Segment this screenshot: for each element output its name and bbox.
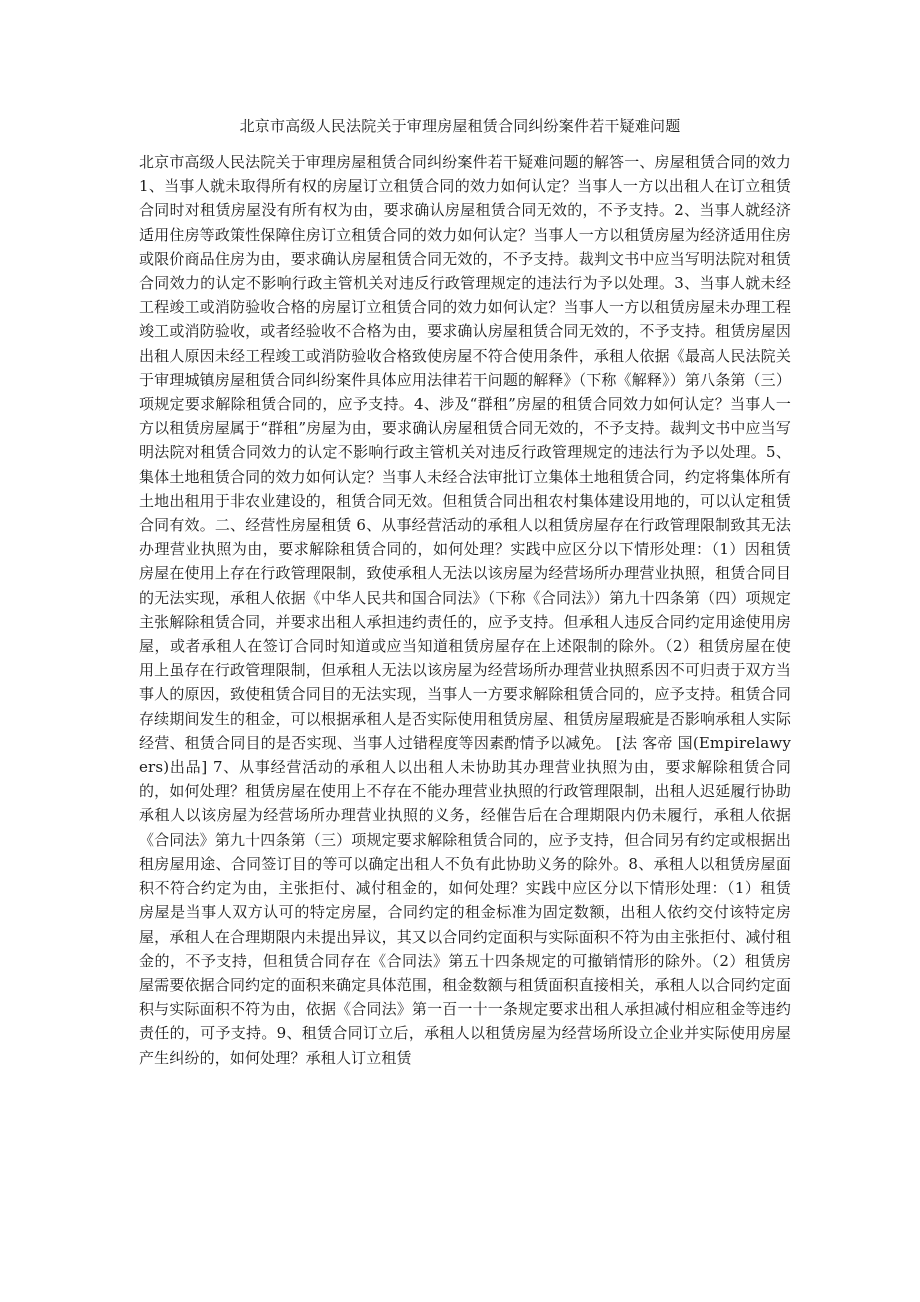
document-body bbox=[139, 150, 791, 1070]
document-title: 北京市高级人民法院关于审理房屋租赁合同纠纷案件若干疑难问题 bbox=[239, 117, 681, 135]
body-paragraph: 北京市高级人民法院关于审理房屋租赁合同纠纷案件若干疑难问题的解答一、房屋租赁合同的效力 1、当事人就未取得所有权的房屋订立租赁合同的效力如何认定？当事人一方以出租人在订立租赁合同时对租赁房屋没有所有权为由，要求确认房屋租赁合同无效的，不予支持。2、当事人就经济适用住房等政策性保障住房订立租赁合同的效力如何认定？当事人一方以租赁房屋为经济适用住房或限价商品住房为由，要求确认房屋租赁合同无效的，不予支持。裁判文书中应当写明法院对租赁合同效力的认定不影响行政主管机关对违反行政管理规定的违法行为予以处理。3、当事人就未经工程竣工或消防验收合格的房屋订立租赁合同的效力如何认定？当事人一方以租赁房屋未办理工程竣工或消防验收，或者经验收不合格为由，要求确认房屋租赁合同无效的，不予支持。租赁房屋因出租人原因未经工程竣工或消防验收合格致使房屋不符合使用条件，承租人依据《最高人民法院关于审理城镇房屋租赁合同纠纷案件具体应用法律若干问题的解释》（下称《解释》）第八条第（三）项规定要求解除租赁合同的，应予支持。4、涉及“群租”房屋的租赁合同效力如何认定？当事人一方以租赁房屋属于“群租”房屋为由，要求确认房屋租赁合同无效的，不予支持。裁判文书中应当写明法院对租赁合同效力的认定不影响行政主管机关对违反行政管理规定的违法行为予以处理。5、集体土地租赁合同的效力如何认定？当事人未经合法审批订立集体土地租赁合同，约定将集体所有土地出租用于非农业建设的，租赁合同无效。但租赁合同出租农村集体建设用地的，可以认定租赁合同有效。二、经营性房屋租赁 6、从事经营活动的承租人以租赁房屋存在行政管理限制致其无法办理营业执照为由，要求解除租赁合同的，如何处理？实践中应区分以下情形处理：（1）因租赁房屋在使用上存在行政管理限制，致使承租人无法以该房屋为经营场所办理营业执照，租赁合同目的无法实现，承租人依据《中华人民共和国合同法》（下称《合同法》）第九十四条第（四）项规定主张解除租赁合同，并要求出租人承担违约责任的，应予支持。但承租人违反合同约定用途使用房屋，或者承租人在签订合同时知道或应当知道租赁房屋存在上述限制的除外。（2）租赁房屋在使用上虽存在行政管理限制，但承租人无法以该房屋为经营场所办理营业执照系因不可归责于双方当事人的原因，致使租赁合同目的无法实现，当事人一方要求解除租赁合同的，应予支持。租赁合同存续期间发生的租金，可以根据承租人是否实际使用租赁房屋、租赁房屋瑕疵是否影响承租人实际经营、租赁合同目的是否实现、当事人过错程度等因素酌情予以减免。 [法 客帝 国(Empirelawyers)出品] 7、从事经营活动的承租人以出租人未协助其办理营业执照为由，要求解除租赁合同的，如何处理？租赁房屋在使用上不存在不能办理营业执照的行政管理限制，出租人迟延履行协助承租人以该房屋为经营场所办理营业执照的义务，经催告后在合理期限内仍未履行，承租人依据《合同法》第九十四条第（三）项规定要求解除租赁合同的，应予支持，但合同另有约定或根据出租房屋用途、合同签订目的等可以确定出租人不负有此协助义务的除外。8、承租人以租赁房屋面积不符合约定为由，主张拒付、减付租金的，如何处理？实践中应区分以下情形处理：（1）租赁房屋是当事人双方认可的特定房屋，合同约定的租金标准为固定数额，出租人依约交付该特定房屋，承租人在合理期限内未提出异议，其又以合同约定面积与实际面积不符为由主张拒付、减付租金的，不予支持，但租赁合同存在《合同法》第五十四条规定的可撤销情形的除外。（2）租赁房屋需要依据合同约定的面积来确定具体范围，租金数额与租赁面积直接相关，承租人以合同约定面积与实际面积不符为由，依据《合同法》第一百一十一条规定要求出租人承担减付相应租金等违约责任的，可予支持。9、租赁合同订立后，承租人以租赁房屋为经营场所设立企业并实际使用房屋产生纠纷的，如何处理？承租人订立租赁 bbox=[139, 153, 791, 1067]
